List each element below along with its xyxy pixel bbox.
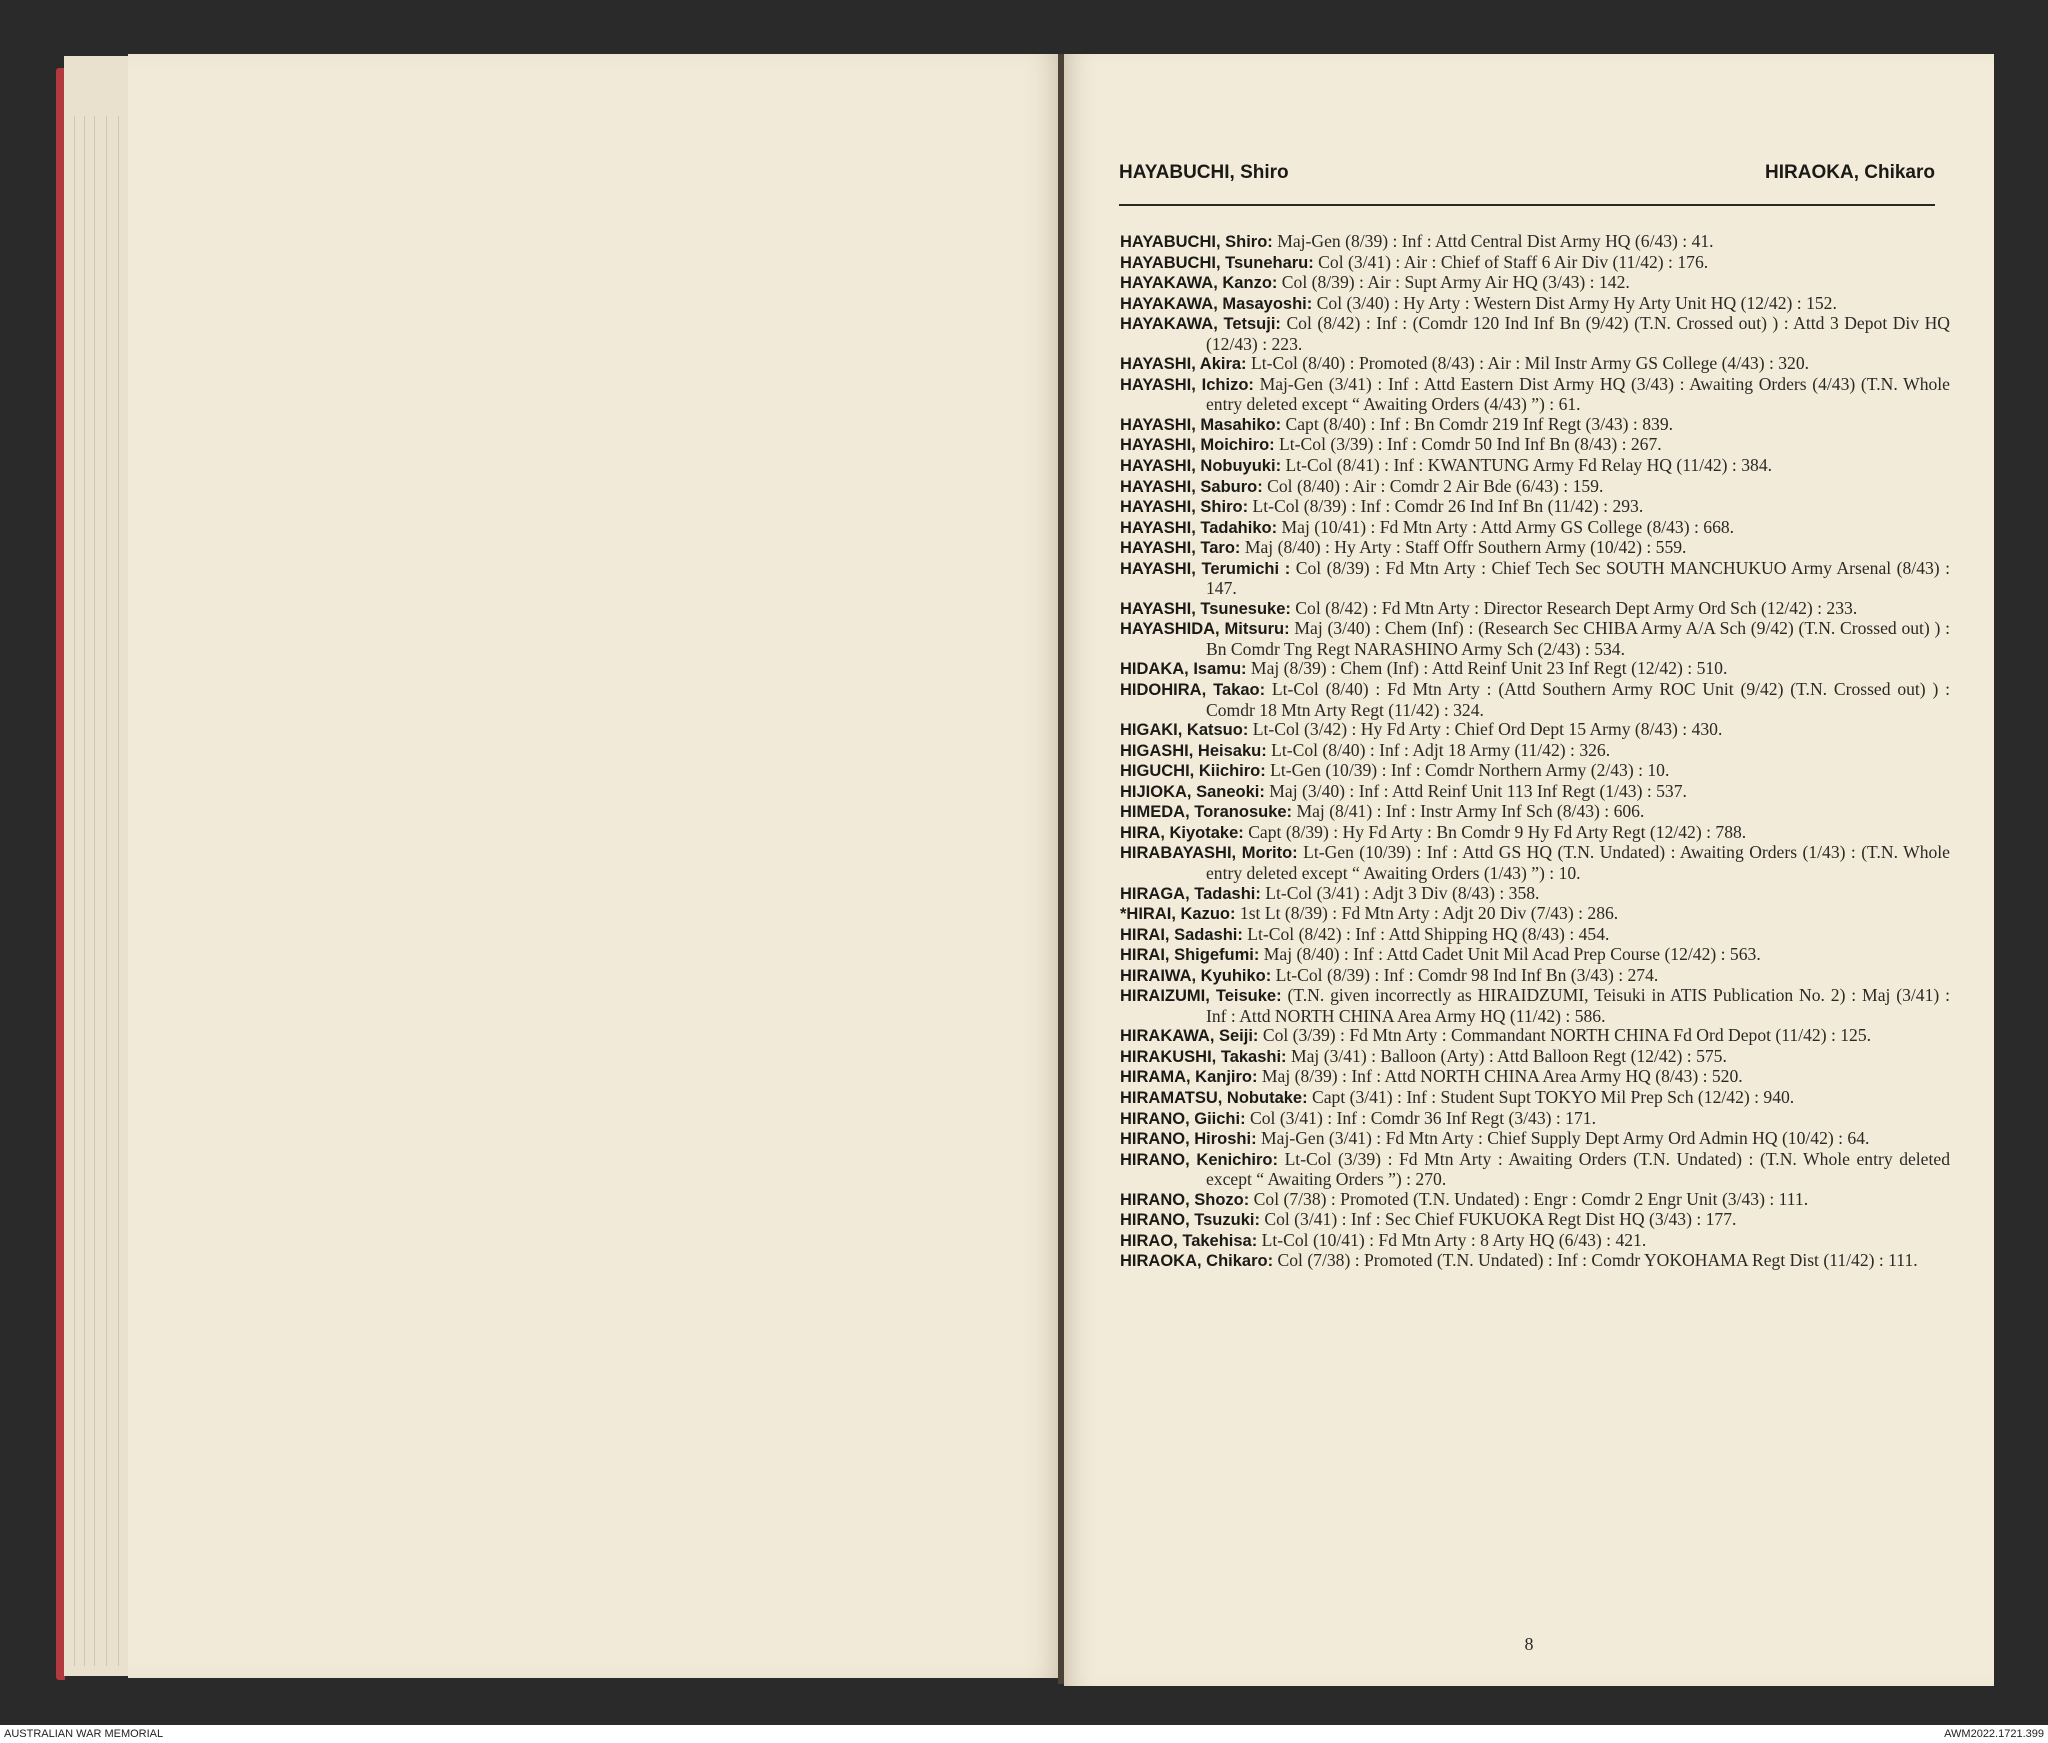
header-rule xyxy=(1119,204,1935,206)
entry-name: HAYAKAWA, Masayoshi: xyxy=(1120,294,1313,313)
entry xyxy=(1120,1067,1950,1088)
entry-name: HIRAO, Takehisa: xyxy=(1120,1231,1258,1250)
entry-name: HIRAI, Shigefumi: xyxy=(1120,946,1260,965)
entry-text: Lt-Col (3/42) : Hy Fd Arty : Chief Ord Dept 15 Army (8/43) : 430. xyxy=(1252,719,1723,740)
entry xyxy=(1120,904,1950,925)
entry-text: Maj (3/40) : Inf : Attd Reinf Unit 113 Inf Regt (1/43) : 537. xyxy=(1269,780,1687,801)
page-edge-line xyxy=(106,116,107,1666)
entry xyxy=(1120,273,1950,294)
entry-name: HAYASHIDA, Mitsuru: xyxy=(1120,620,1290,639)
entry-text: Maj-Gen (3/41) : Inf : Attd Eastern Dist Army HQ (3/43) : Awaiting Orders (4/43) (T.N. Whole entry deleted except “ Awaiting Orders (4/43) ”) : 61. xyxy=(1206,373,1950,415)
entry-text: Col (8/39) : Fd Mtn Arty : Chief Tech Sec SOUTH MANCHUKUO Army Arsenal (8/43) : 147. xyxy=(1206,557,1951,599)
entry xyxy=(1120,1047,1950,1068)
entry-name: HIRABAYASHI, Morito: xyxy=(1120,844,1298,863)
entry-name: HIGUCHI, Kiichiro: xyxy=(1120,762,1266,781)
entry-text: Maj (8/40) : Hy Arty : Staff Offr Southern Army (10/42) : 559. xyxy=(1244,537,1687,558)
entry-name: HAYASHI, Akira: xyxy=(1120,355,1247,374)
entry-name: HAYAKAWA, Kanzo: xyxy=(1120,274,1278,293)
entry-name: HIRAIZUMI, Teisuke: xyxy=(1120,987,1282,1006)
entry-name: HAYASHI, Moichiro: xyxy=(1120,436,1275,455)
entry xyxy=(1120,375,1950,415)
entry xyxy=(1120,1190,1950,1211)
entry xyxy=(1120,435,1950,456)
entry-text: Maj (3/41) : Balloon (Arty) : Attd Balloon Regt (12/42) : 575. xyxy=(1290,1045,1727,1066)
entry-text: 1st Lt (8/39) : Fd Mtn Arty : Adjt 20 Div (7/43) : 286. xyxy=(1239,903,1619,924)
entry-text: Col (3/41) : Air : Chief of Staff 6 Air Div (11/42) : 176. xyxy=(1318,251,1709,272)
entry-text: Lt-Col (3/41) : Adjt 3 Div (8/43) : 358. xyxy=(1265,882,1540,903)
entry-text: Lt-Col (10/41) : Fd Mtn Arty : 8 Arty HQ (6/43) : 421. xyxy=(1261,1229,1647,1250)
entry xyxy=(1120,456,1950,477)
entry-text: Col (8/42) : Fd Mtn Arty : Director Research Dept Army Ord Sch (12/42) : 233. xyxy=(1295,597,1858,618)
entry xyxy=(1120,1150,1950,1190)
entry-name: *HIRAI, Kazuo: xyxy=(1120,905,1236,924)
entry-text: Capt (3/41) : Inf : Student Supt TOKYO Mil Prep Sch (12/42) : 940. xyxy=(1312,1086,1795,1107)
entry xyxy=(1120,477,1950,498)
archive-reference: AWM2022.1721.399 xyxy=(1944,1728,2044,1740)
entry xyxy=(1120,354,1950,375)
entry-text: Col (3/39) : Fd Mtn Arty : Commandant NORTH CHINA Fd Ord Depot (11/42) : 125. xyxy=(1262,1025,1872,1046)
entry xyxy=(1120,1088,1950,1109)
entry-text: Col (7/38) : Promoted (T.N. Undated) : Inf : Comdr YOKOHAMA Regt Dist (11/42) : 111. xyxy=(1277,1250,1918,1271)
entry-name: HIRANO, Tsuzuki: xyxy=(1120,1211,1260,1230)
entry-text: Lt-Col (8/39) : Inf : Comdr 26 Ind Inf Bn (11/42) : 293. xyxy=(1252,496,1644,517)
entry-name: HIRAI, Sadashi: xyxy=(1120,925,1243,944)
entry-list xyxy=(1120,232,1950,1272)
entry xyxy=(1120,1251,1950,1272)
entry xyxy=(1120,314,1950,354)
entry-name: HAYABUCHI, Shiro: xyxy=(1120,233,1273,251)
entry-text: Lt-Gen (10/39) : Inf : Comdr Northern Army (2/43) : 10. xyxy=(1270,760,1670,781)
entry xyxy=(1120,843,1950,883)
entry xyxy=(1120,538,1950,559)
header-last-entry: HIRAOKA, Chikaro xyxy=(1765,162,1935,183)
entry-name: HIGASHI, Heisaku: xyxy=(1120,741,1267,760)
entry xyxy=(1120,1129,1950,1150)
entry xyxy=(1120,966,1950,987)
entry-text: Col (7/38) : Promoted (T.N. Undated) : Engr : Comdr 2 Engr Unit (3/43) : 111. xyxy=(1253,1188,1809,1209)
entry xyxy=(1120,294,1950,315)
entry-text: Col (3/41) : Inf : Comdr 36 Inf Regt (3/43) : 171. xyxy=(1250,1107,1596,1128)
entry-text: Lt-Col (8/40) : Inf : Adjt 18 Army (11/42) : 326. xyxy=(1271,739,1611,760)
entry-text: Maj-Gen (8/39) : Inf : Attd Central Dist Army HQ (6/43) : 41. xyxy=(1277,231,1714,251)
entry xyxy=(1120,945,1950,966)
entry-name: HAYASHI, Nobuyuki: xyxy=(1120,457,1282,476)
entry-name: HIRAOKA, Chikaro: xyxy=(1120,1252,1274,1271)
entry xyxy=(1120,925,1950,946)
entry xyxy=(1120,415,1950,436)
entry xyxy=(1120,1231,1950,1252)
entry-name: HIRANO, Kenichiro: xyxy=(1120,1150,1278,1169)
entry-text: Col (3/40) : Hy Arty : Western Dist Army Hy Arty Unit HQ (12/42) : 152. xyxy=(1316,292,1837,313)
entry-text: Col (8/39) : Air : Supt Army Air HQ (3/43) : 142. xyxy=(1281,272,1630,293)
entry xyxy=(1120,741,1950,762)
entry xyxy=(1120,680,1950,720)
entry-name: HAYASHI, Tsunesuke: xyxy=(1120,599,1291,618)
page-edge-line xyxy=(74,116,75,1666)
entry-text: Maj (8/40) : Inf : Attd Cadet Unit Mil Acad Prep Course (12/42) : 563. xyxy=(1263,944,1761,965)
entry xyxy=(1120,232,1950,253)
entry-text: Lt-Col (8/40) : Promoted (8/43) : Air : Mil Instr Army GS College (4/43) : 320. xyxy=(1250,353,1810,374)
entry-name: HAYABUCHI, Tsuneharu: xyxy=(1120,253,1314,272)
page-edge-line xyxy=(94,116,95,1666)
entry xyxy=(1120,497,1950,518)
entry-name: HIDAKA, Isamu: xyxy=(1120,660,1247,679)
entry xyxy=(1120,518,1950,539)
entry-text: Maj (10/41) : Fd Mtn Arty : Attd Army GS College (8/43) : 668. xyxy=(1281,516,1735,537)
entry-name: HAYASHI, Shiro: xyxy=(1120,498,1249,517)
entry-text: Lt-Gen (10/39) : Inf : Attd GS HQ (T.N. Undated) : Awaiting Orders (1/43) : (T.N. Whole entry deleted except “ Awaiting Orders (1/43) ”) : 10. xyxy=(1206,842,1950,883)
entry-text: Col (8/42) : Inf : (Comdr 120 Ind Inf Bn (9/42) (T.N. Crossed out) ) : Attd 3 Depot Div HQ (12/43) : 223. xyxy=(1206,313,1951,354)
entry xyxy=(1120,1026,1950,1047)
entry-text: Lt-Col (3/39) : Fd Mtn Arty : Awaiting Orders (T.N. Undated) : (T.N. Whole entry deleted except “ Awaiting Orders ”) : 270. xyxy=(1206,1148,1950,1190)
entry-name: HIRANO, Shozo: xyxy=(1120,1190,1250,1209)
entry-name: HIJIOKA, Saneoki: xyxy=(1120,782,1265,801)
entry-text: Maj (8/39) : Inf : Attd NORTH CHINA Area Army HQ (8/43) : 520. xyxy=(1261,1066,1743,1087)
entry-name: HAYAKAWA, Tetsuji: xyxy=(1120,315,1281,334)
entry xyxy=(1120,619,1950,659)
entry-name: HAYASHI, Tadahiko: xyxy=(1120,518,1278,537)
archive-name: AUSTRALIAN WAR MEMORIAL xyxy=(4,1728,164,1740)
entry-name: HIRAMA, Kanjiro: xyxy=(1120,1068,1258,1087)
archive-footer xyxy=(0,1725,2048,1743)
entry-name: HIGAKI, Katsuo: xyxy=(1120,721,1249,740)
entry-text: Capt (8/39) : Hy Fd Arty : Bn Comdr 9 Hy Fd Arty Regt (12/42) : 788. xyxy=(1248,821,1747,842)
entry-text: Col (3/41) : Inf : Sec Chief FUKUOKA Regt Dist HQ (3/43) : 177. xyxy=(1264,1209,1737,1230)
entry-name: HIRA, Kiyotake: xyxy=(1120,823,1244,842)
right-page xyxy=(1064,54,1994,1686)
entry xyxy=(1120,1210,1950,1231)
page-edge-line xyxy=(118,116,119,1666)
entry-text: Lt-Col (8/42) : Inf : Attd Shipping HQ (8/43) : 454. xyxy=(1247,923,1610,944)
entry-text: Maj (8/39) : Chem (Inf) : Attd Reinf Unit 23 Inf Regt (12/42) : 510. xyxy=(1250,658,1728,679)
entry-name: HIRAGA, Tadashi: xyxy=(1120,884,1261,903)
entry xyxy=(1120,761,1950,782)
running-header xyxy=(1119,162,1935,192)
entry-name: HIRAKUSHI, Takashi: xyxy=(1120,1047,1287,1066)
entry xyxy=(1120,659,1950,680)
entry-name: HIRANO, Giichi: xyxy=(1120,1109,1246,1128)
entry-name: HAYASHI, Masahiko: xyxy=(1120,415,1282,434)
entry xyxy=(1120,1109,1950,1130)
page-number: 8 xyxy=(1524,1634,1534,1654)
header-first-entry: HAYABUCHI, Shiro xyxy=(1119,162,1289,183)
entry xyxy=(1120,823,1950,844)
entry-name: HIRAKAWA, Seiji: xyxy=(1120,1027,1259,1046)
entry-name: HIRAIWA, Kyuhiko: xyxy=(1120,966,1272,985)
entry xyxy=(1120,884,1950,905)
entry xyxy=(1120,599,1950,620)
entry-name: HAYASHI, Ichizo: xyxy=(1120,375,1254,394)
entry-text: Lt-Col (8/39) : Inf : Comdr 98 Ind Inf Bn (3/43) : 274. xyxy=(1275,964,1659,985)
entry-name: HAYASHI, Taro: xyxy=(1120,539,1241,558)
entry xyxy=(1120,559,1950,599)
entry-text: Lt-Col (8/41) : Inf : KWANTUNG Army Fd Relay HQ (11/42) : 384. xyxy=(1285,455,1773,476)
entry-text: Capt (8/40) : Inf : Bn Comdr 219 Inf Regt (3/43) : 839. xyxy=(1285,413,1674,434)
entry xyxy=(1120,802,1950,823)
entry-text: Maj (8/41) : Inf : Instr Army Inf Sch (8/43) : 606. xyxy=(1296,801,1645,822)
entry-name: HAYASHI, Saburo: xyxy=(1120,477,1263,496)
entry xyxy=(1120,720,1950,741)
entry xyxy=(1120,253,1950,274)
entry-name: HIRANO, Hiroshi: xyxy=(1120,1130,1257,1149)
entry-text: Lt-Col (3/39) : Inf : Comdr 50 Ind Inf Bn (8/43) : 267. xyxy=(1279,434,1662,455)
entry-text: (T.N. given incorrectly as HIRAIDZUMI, Teisuki in ATIS Publication No. 2) : Maj (3/41) : Inf : Attd NORTH CHINA Area Army HQ (11/42) : 586. xyxy=(1206,985,1950,1026)
entry xyxy=(1120,986,1950,1026)
entry-text: Maj-Gen (3/41) : Fd Mtn Arty : Chief Supply Dept Army Ord Admin HQ (10/42) : 64. xyxy=(1261,1128,1870,1149)
entry-name: HIMEDA, Toranosuke: xyxy=(1120,803,1293,822)
entry-name: HIDOHIRA, Takao: xyxy=(1120,681,1266,700)
entry-text: Maj (3/40) : Chem (Inf) : (Research Sec CHIBA Army A/A Sch (9/42) (T.N. Crossed out) ) : Bn Comdr Tng Regt NARASHINO Army Sch (2/43) : 534. xyxy=(1206,618,1950,659)
entry-text: Lt-Col (8/40) : Fd Mtn Arty : (Attd Southern Army ROC Unit (9/42) (T.N. Crossed out) ) : Comdr 18 Mtn Arty Regt (11/42) : 324. xyxy=(1206,679,1950,720)
left-page xyxy=(128,54,1062,1678)
entry-name: HIRAMATSU, Nobutake: xyxy=(1120,1088,1308,1107)
entry-text: Col (8/40) : Air : Comdr 2 Air Bde (6/43) : 159. xyxy=(1267,475,1604,496)
entry-name: HAYASHI, Terumichi : xyxy=(1120,559,1291,578)
entry xyxy=(1120,782,1950,803)
page-edge-line xyxy=(84,116,85,1666)
